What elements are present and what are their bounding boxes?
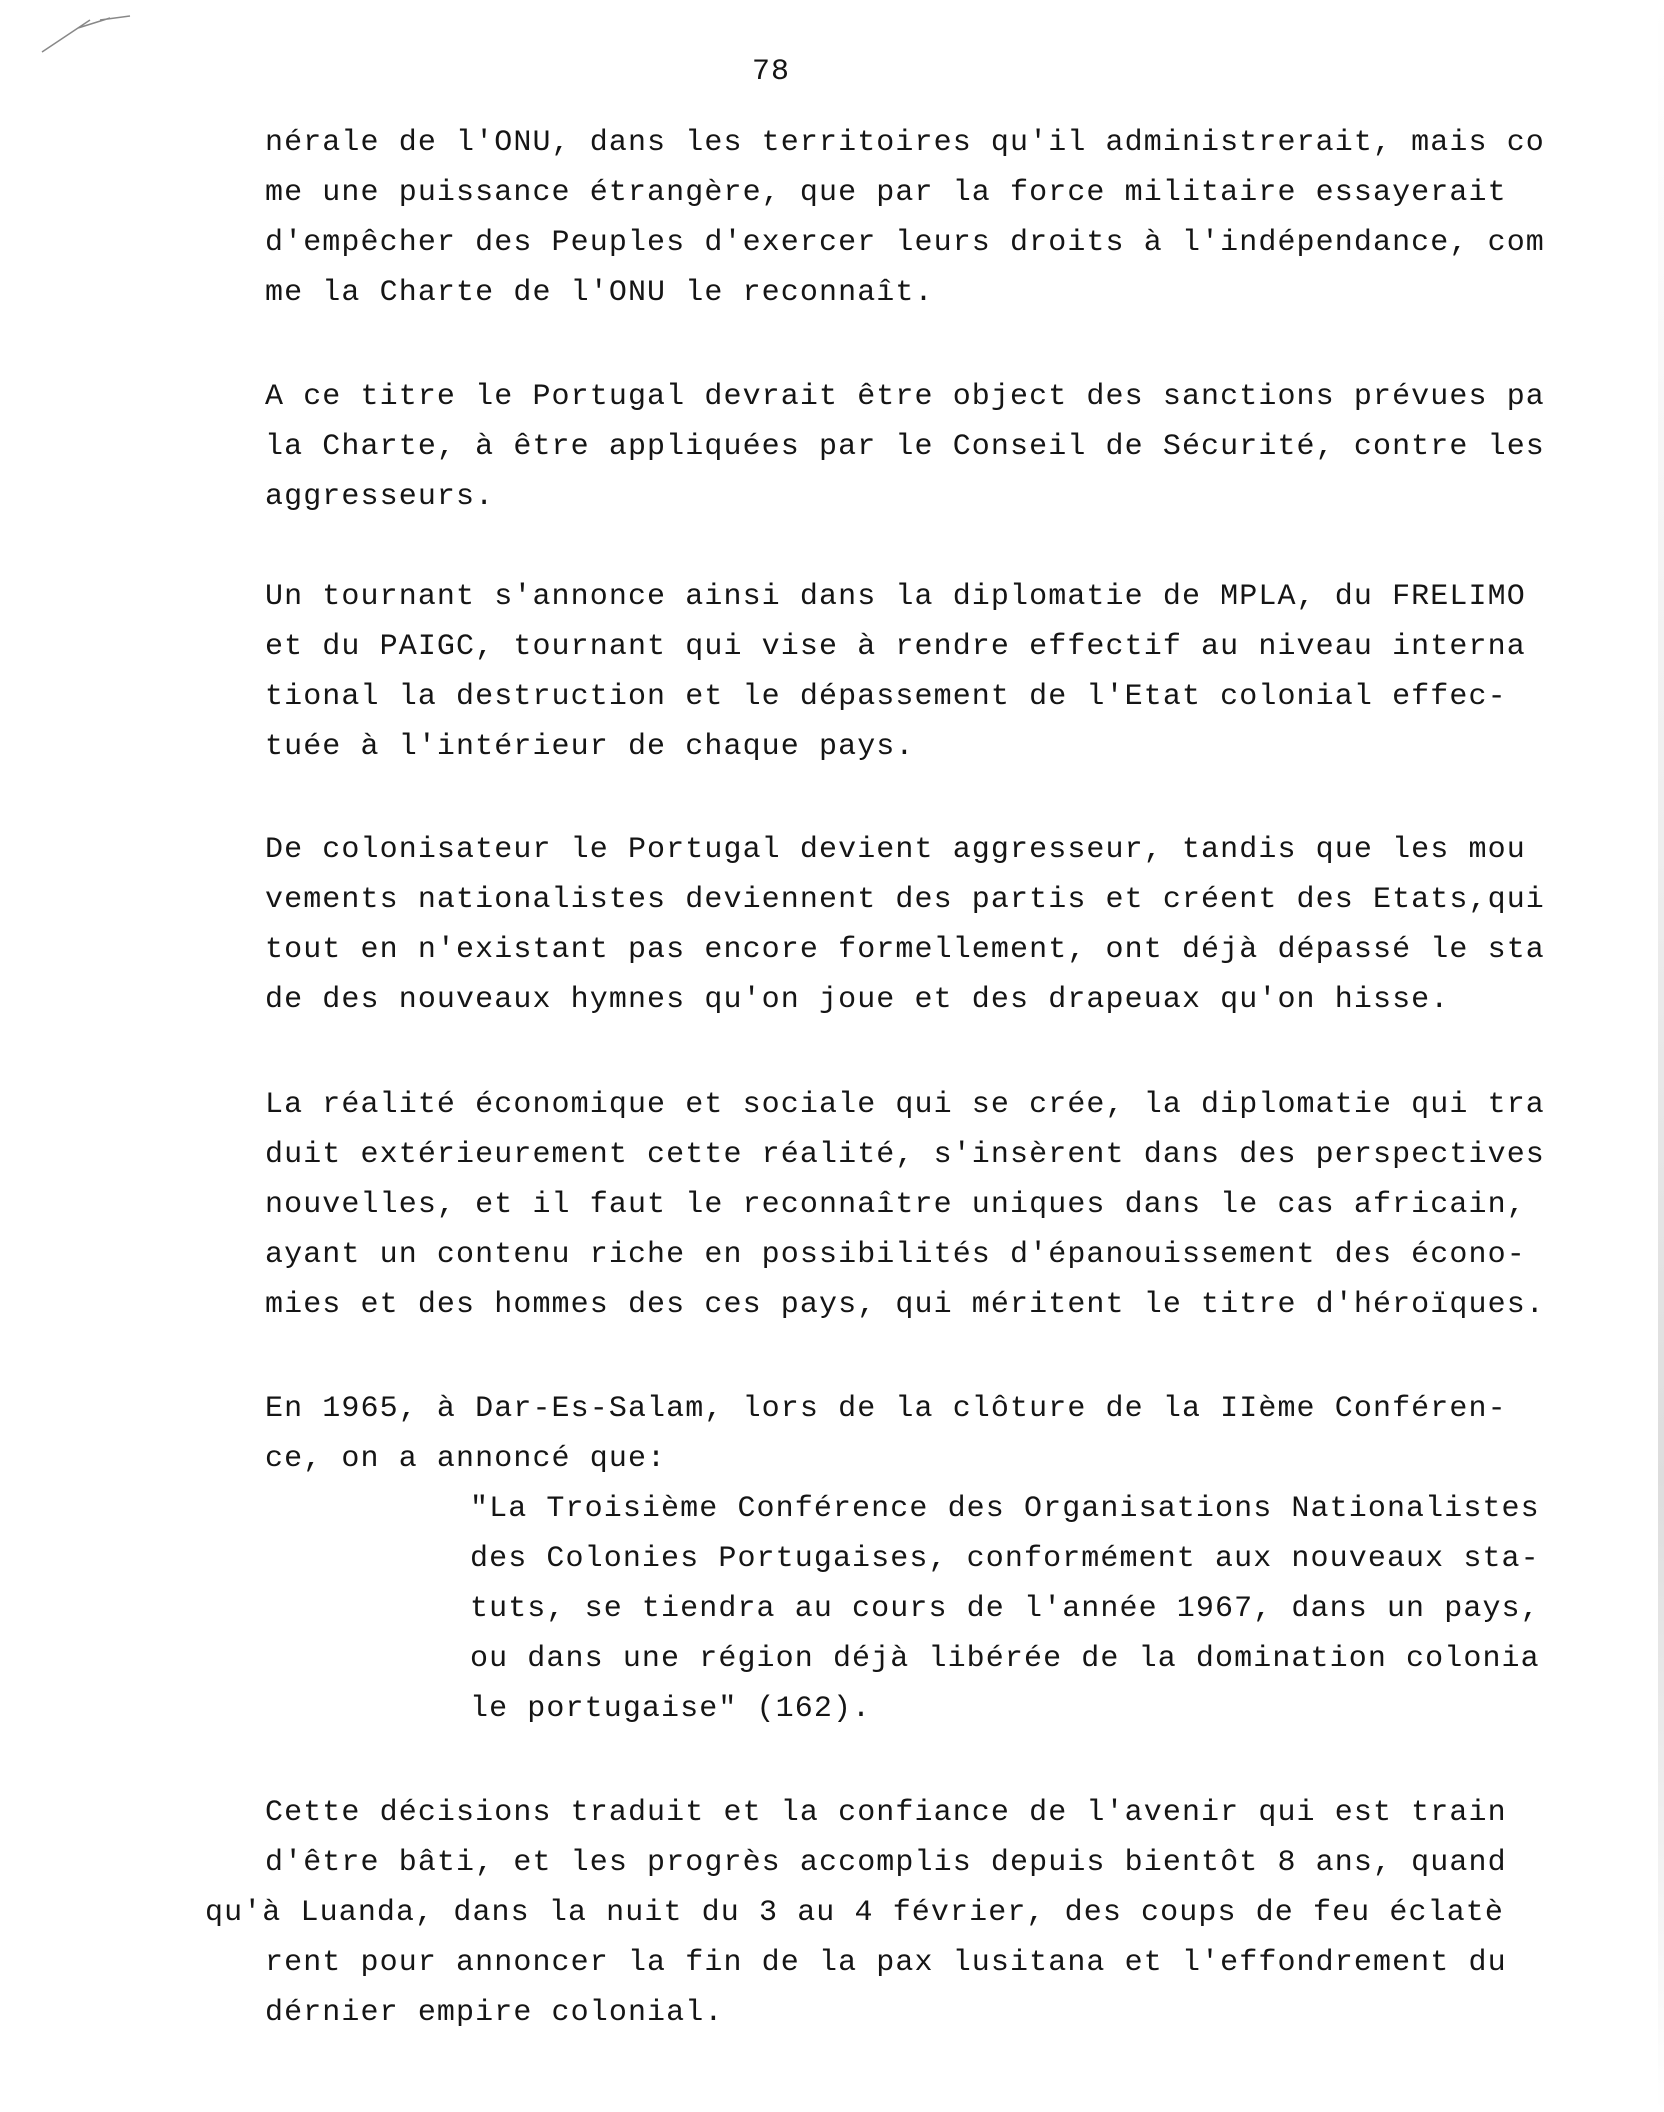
text-line: duit extérieurement cette réalité, s'insèrent dans des perspectives <box>265 1138 1545 1172</box>
scan-smudge-mark <box>30 8 170 58</box>
text-line: me la Charte de l'ONU le reconnaît. <box>265 276 934 310</box>
text-line: nouvelles, et il faut le reconnaître uniques dans le cas africain, <box>265 1188 1526 1222</box>
text-line: dérnier empire colonial. <box>265 1996 724 2030</box>
page-number: 78 <box>752 55 791 89</box>
text-line: tuée à l'intérieur de chaque pays. <box>265 730 915 764</box>
text-line: et du PAIGC, tournant qui vise à rendre effectif au niveau interna <box>265 630 1526 664</box>
text-line: d'être bâti, et les progrès accomplis depuis bientôt 8 ans, quand <box>265 1846 1507 1880</box>
text-line: rent pour annoncer la fin de la pax lusitana et l'effondrement du <box>265 1946 1507 1980</box>
text-line: vements nationalistes deviennent des partis et créent des Etats,qui <box>265 883 1545 917</box>
quote-line: ou dans une région déjà libérée de la domination colonia <box>470 1642 1540 1676</box>
text-line: La réalité économique et sociale qui se crée, la diplomatie qui tra <box>265 1088 1545 1122</box>
text-line: De colonisateur le Portugal devient aggresseur, tandis que les mou <box>265 833 1526 867</box>
text-line: A ce titre le Portugal devrait être object des sanctions prévues pa <box>265 380 1545 414</box>
quote-line: tuts, se tiendra au cours de l'année 1967, dans un pays, <box>470 1592 1540 1626</box>
text-line: nérale de l'ONU, dans les territoires qu'il administrerait, mais co <box>265 126 1545 160</box>
text-line: En 1965, à Dar-Es-Salam, lors de la clôture de la IIème Conféren- <box>265 1392 1507 1426</box>
text-line: aggresseurs. <box>265 480 495 514</box>
text-line: de des nouveaux hymnes qu'on joue et des drapeuax qu'on hisse. <box>265 983 1450 1017</box>
quote-line: le portugaise" (162). <box>470 1692 872 1726</box>
text-line: me une puissance étrangère, que par la force militaire essayerait <box>265 176 1507 210</box>
text-line: la Charte, à être appliquées par le Conseil de Sécurité, contre les <box>265 430 1545 464</box>
text-line: Un tournant s'annonce ainsi dans la diplomatie de MPLA, du FRELIMO <box>265 580 1526 614</box>
text-line: qu'à Luanda, dans la nuit du 3 au 4 février, des coups de feu éclatè <box>205 1896 1504 1930</box>
text-line: Cette décisions traduit et la confiance de l'avenir qui est train <box>265 1796 1507 1830</box>
text-line: d'empêcher des Peuples d'exercer leurs droits à l'indépendance, com <box>265 226 1545 260</box>
quote-line: des Colonies Portugaises, conformément aux nouveaux sta- <box>470 1542 1540 1576</box>
text-line: tout en n'existant pas encore formellement, ont déjà dépassé le sta <box>265 933 1545 967</box>
quote-line: "La Troisième Conférence des Organisations Nationalistes <box>470 1492 1540 1526</box>
text-line: ayant un contenu riche en possibilités d'épanouissement des écono- <box>265 1238 1526 1272</box>
text-line: mies et des hommes des ces pays, qui méritent le titre d'héroïques. <box>265 1288 1545 1322</box>
text-line: ce, on a annoncé que: <box>265 1442 667 1476</box>
text-line: tional la destruction et le dépassement de l'Etat colonial effec- <box>265 680 1507 714</box>
scan-edge-shadow <box>1658 0 1664 2112</box>
